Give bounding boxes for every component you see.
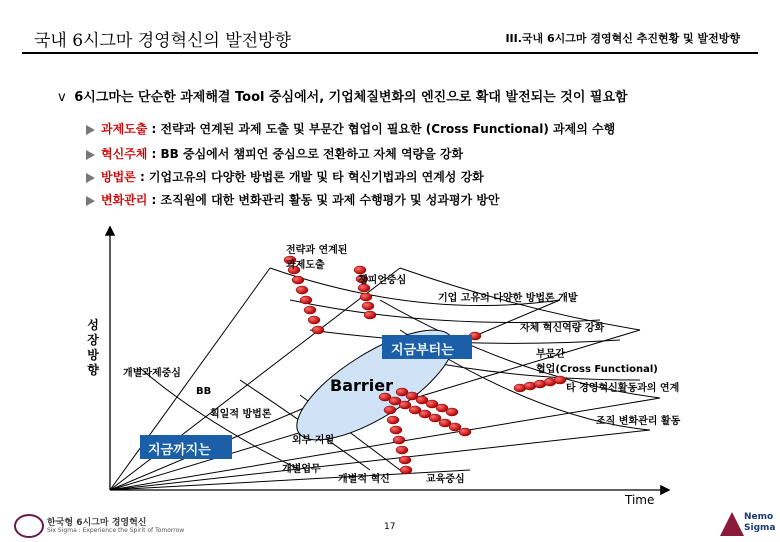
header-left-title: 국내 6시그마 경영혁신의 발전방향: [34, 31, 291, 51]
company-logo-icon: [14, 514, 44, 538]
brand-subtitle: Six Sigma : Experience the Spirit of Tomorrow: [47, 527, 185, 534]
point-key: 과제도출: [101, 122, 148, 136]
logo-text-1: Nemo: [744, 512, 774, 522]
point-text: : 기업고유의 다양한 방법론 개발 및 타 혁신기법과의 연계성 강화: [135, 170, 484, 184]
label-individual-innovation: 개별적 혁신: [338, 474, 390, 485]
label-individual-work: 개별업무: [282, 464, 321, 475]
now-label: 지금부터는: [391, 343, 454, 358]
logo-text-2: Sigma: [744, 523, 776, 533]
label-bb: BB: [196, 386, 212, 397]
label-strategy-link: 전략과 연계된 과제도출: [286, 245, 348, 271]
label-change-mgmt: 조직 변화관리 활동: [596, 416, 681, 427]
label-external-support: 외부 지원: [292, 435, 335, 446]
label-cross-functional: 부문간 협업(Cross Functional): [536, 349, 658, 375]
point-text: : 전략과 연계된 과제 도출 및 부문간 협업이 필요한 (Cross Functional) 과제의 수행: [147, 122, 616, 136]
point-key: 방법론: [101, 170, 136, 184]
nemo-sigma-logo: [718, 510, 778, 542]
barrier-label: Barrier: [330, 376, 393, 395]
label-methodology: 기업 고유의 다양한 방법론 개발: [438, 293, 578, 304]
header-right-title: III.국내 6시그마 경영혁신 추진현황 및 발전방향: [505, 32, 740, 45]
until-now-label: 지금까지는: [148, 443, 211, 458]
label-training: 교육중심: [426, 474, 465, 485]
point-key: 변화관리: [101, 193, 148, 207]
main-statement-text: 6시그마는 단순한 과제해결 Tool 중심에서, 기업체질변화의 엔진으로 확대 발전되는 것이 필요함: [74, 90, 628, 105]
point-key: 혁신주체: [101, 147, 148, 161]
label-champion: 챔피언중심: [358, 275, 407, 286]
x-axis-label: Time: [625, 493, 655, 507]
brand-title: 한국형 6시그마 경영혁신: [47, 518, 147, 528]
point-text: : BB 중심에서 챔피언 중심으로 전환하고 자체 역량을 강화: [147, 147, 464, 161]
page-number: 17: [384, 522, 396, 532]
check-bullet-icon: v: [58, 90, 66, 105]
label-individual-task: 개별과제중심: [123, 368, 181, 379]
y-axis-label: 성장방향: [87, 318, 99, 377]
label-other-link: 타 경영혁신활동과의 연계: [566, 383, 680, 394]
point-text: : 조직원에 대한 변화관리 활동 및 과제 수행평가 및 성과평가 방안: [147, 193, 500, 207]
label-capability: 자체 혁신역량 강화: [520, 323, 605, 334]
label-uniform-method: 획일적 방법론: [210, 409, 272, 420]
